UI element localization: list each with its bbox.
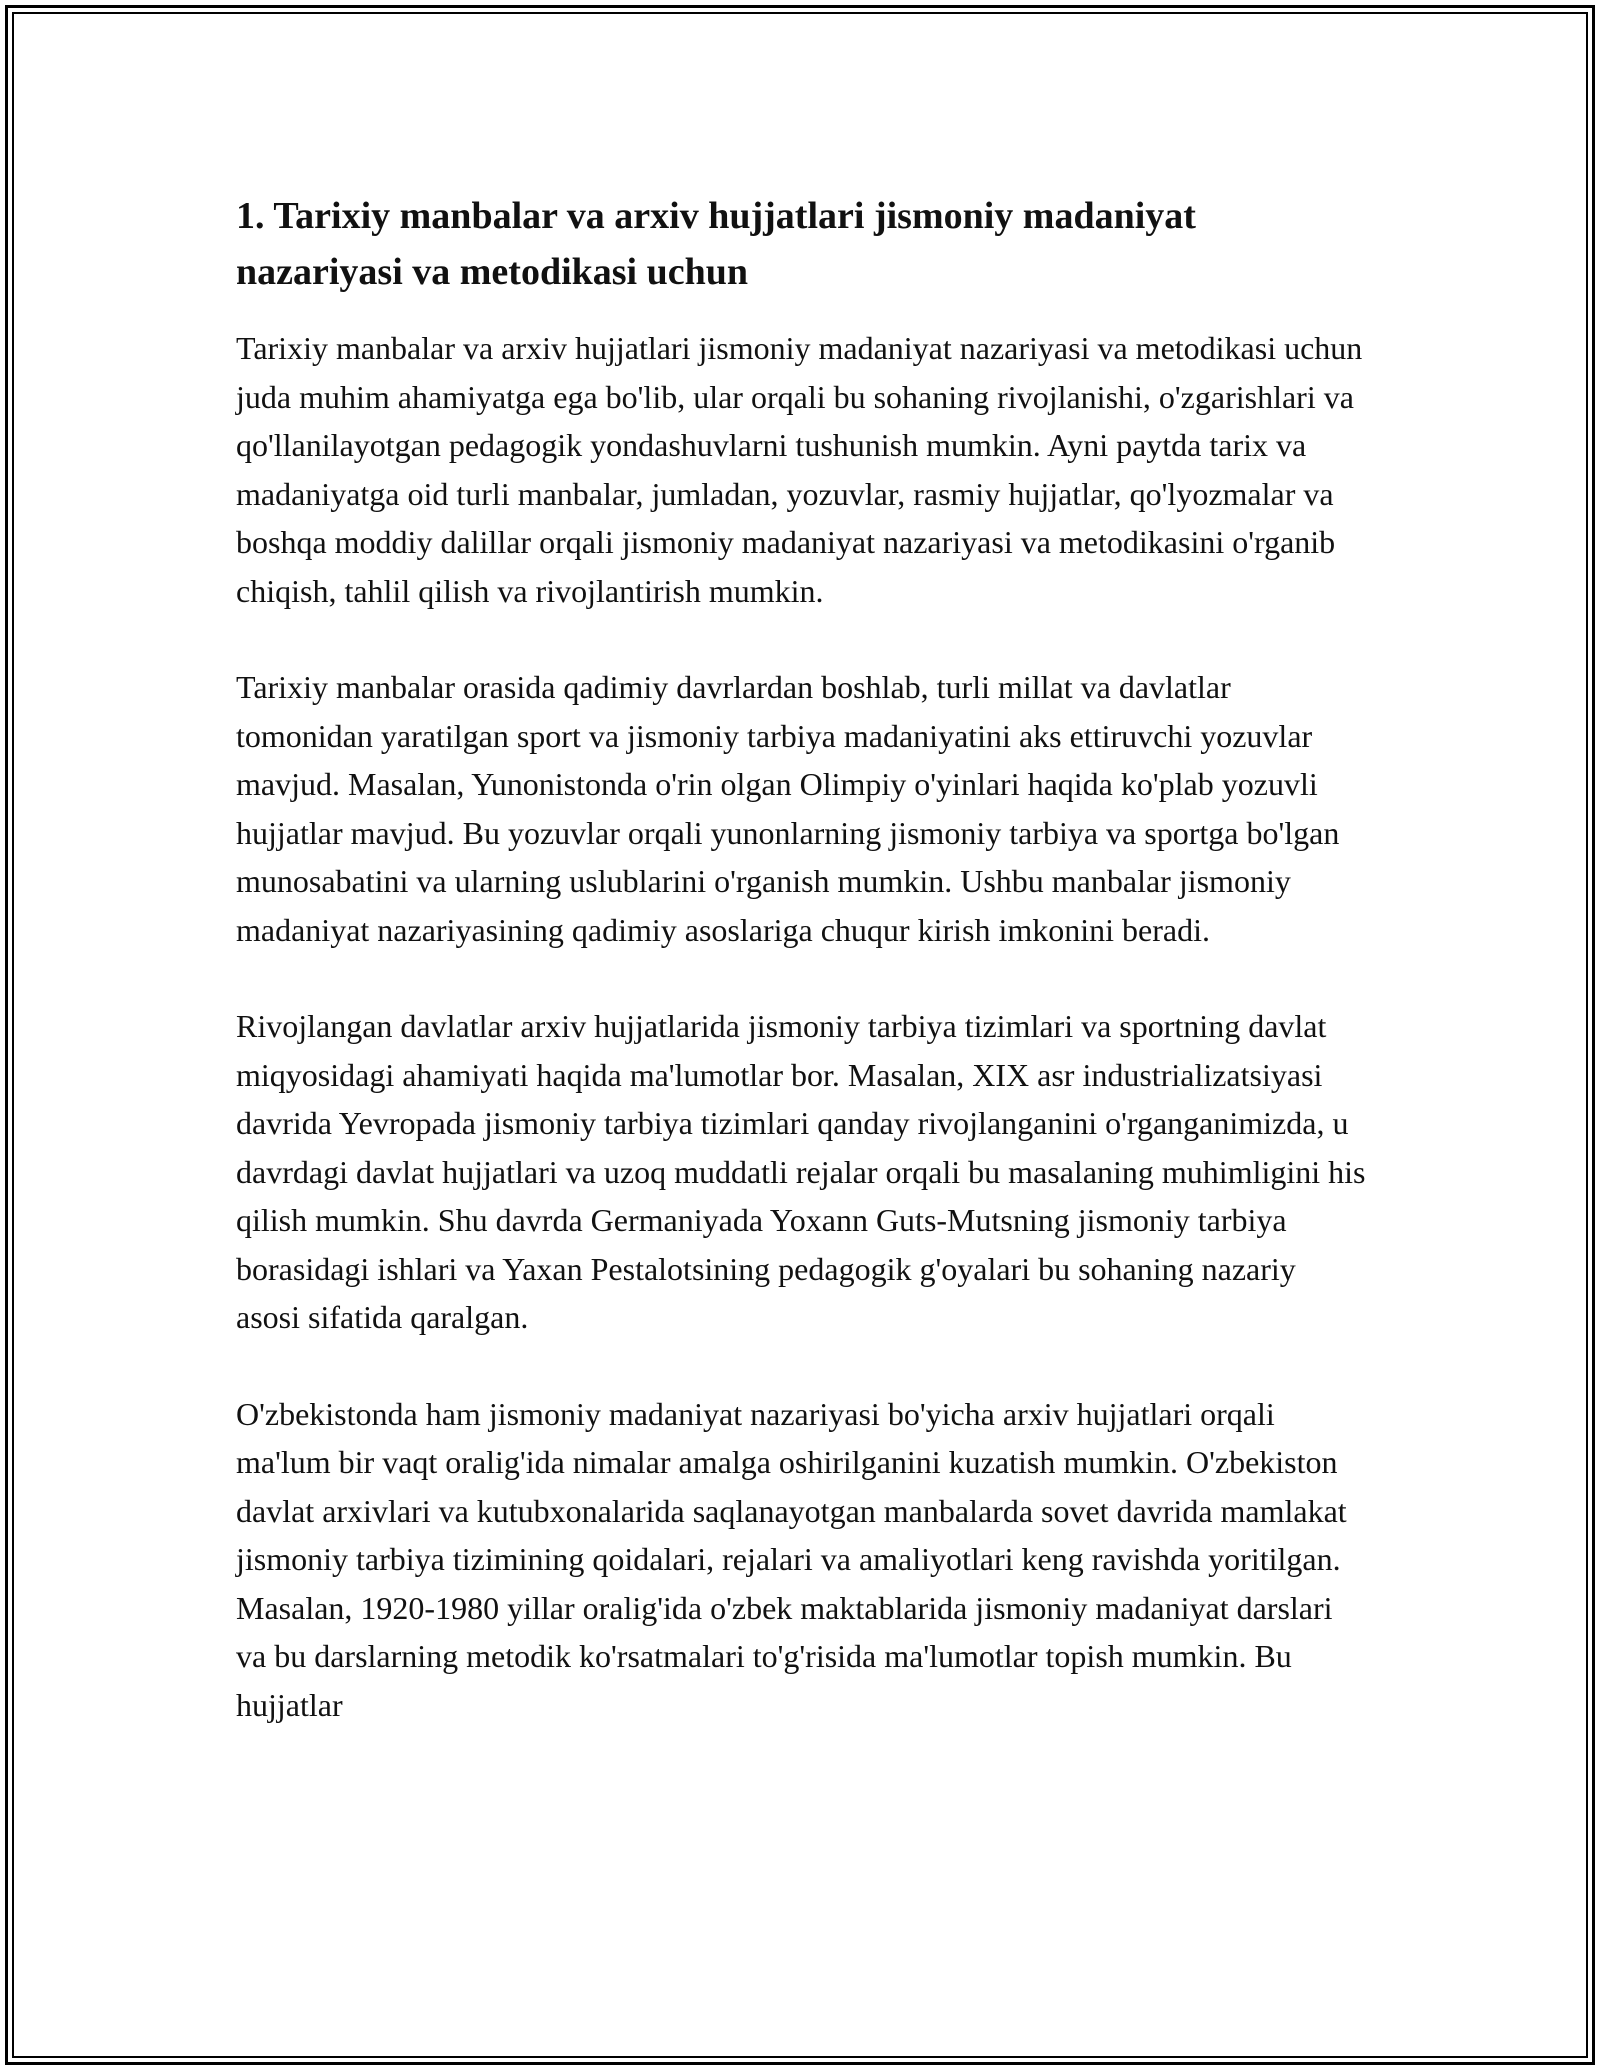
paragraph-1: Tarixiy manbalar va arxiv hujjatlari jismoniy madaniyat nazariyasi va metodikasi uchun juda muhim ahamiyatga ega bo'lib, ular orqali bu sohaning rivojlanishi, o'zgarishlari va qo'llanilayotgan pedagogik yondashuvlarni tushunish mumkin. Ayni paytda tarix va madaniyatga oid turli manbalar, jumladan, yozuvlar, rasmiy hujjatlar, qo'lyozmalar va boshqa moddiy dalillar orqali jismoniy madaniyat nazariyasi va metodikasini o'rganib chiqish, tahlil qilish va rivojlantirish mumkin.: [236, 330, 1363, 609]
document-body: [236, 188, 1366, 1729]
paragraph-4: O'zbekistonda ham jismoniy madaniyat nazariyasi bo'yicha arxiv hujjatlari orqali ma'lum bir vaqt oralig'ida nimalar amalga oshirilganini kuzatish mumkin. O'zbekiston davlat arxivlari va kutubxonalarida saqlanayotgan manbalarda sovet davrida mamlakat jismoniy tarbiya tizimining qoidalari, rejalari va amaliyotlari keng ravishda yoritilgan. Masalan, 1920-1980 yillar oralig'ida o'zbek maktablarida jismoniy madaniyat darslari va bu darslarning metodik ko'rsatmalari to'g'risida ma'lumotlar topish mumkin. Bu hujjatlar: [236, 1395, 1347, 1723]
paragraph-3: Rivojlangan davlatlar arxiv hujjatlarida jismoniy tarbiya tizimlari va sportning davlat miqyosidagi ahamiyati haqida ma'lumotlar bor. Masalan, XIX asr industrializatsiyasi davrida Yevropada jismoniy tarbiya tizimlari qanday rivojlanganini o'rganganimizda, u davrdagi davlat hujjatlari va uzoq muddatli rejalar orqali bu masalaning muhimligini his qilish mumkin. Shu davrda Germaniyada Yoxann Guts-Mutsning jismoniy tarbiya borasidagi ishlari va Yaxan Pestalotsining pedagogik g'oyalari bu sohaning nazariy asosi sifatida qaralgan.: [236, 1008, 1366, 1335]
section-heading: 1. Tarixiy manbalar va arxiv hujjatlari jismoniy madaniyat nazariyasi va metodikasi uchun: [236, 195, 1196, 293]
paragraph-2: Tarixiy manbalar orasida qadimiy davrlardan boshlab, turli millat va davlatlar tomonidan yaratilgan sport va jismoniy tarbiya madaniyatini aks ettiruvchi yozuvlar mavjud. Masalan, Yunonistonda o'rin olgan Olimpiy o'yinlari haqida ko'plab yozuvli hujjatlar mavjud. Bu yozuvlar orqali yunonlarning jismoniy tarbiya va sportga bo'lgan munosabatini va ularning uslublarini o'rganish mumkin. Ushbu manbalar jismoniy madaniyat nazariyasining qadimiy asoslariga chuqur kirish imkonini beradi.: [236, 669, 1340, 948]
